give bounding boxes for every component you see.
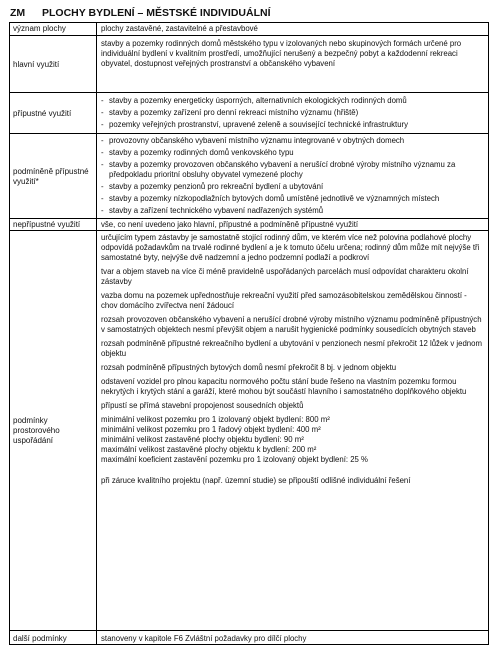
list-item: - stavby a pozemky provozoven občanského vybavení a nerušící drobné výroby místního významu za předpokladu prioritní obsluhy obyvatel vymezené plochy (101, 160, 484, 180)
row-label-dalsi: další podmínky (13, 633, 67, 643)
paragraph: určujícím typem zástavby je samostatně stojící rodinný dům, ve kterém více než polovina podlahové plochy odpovídá požadavkům na trvalé rodinné bydlení a je k tomuto účelu určena; rodinný dům může mít nejvýše tři samostatné byty, nejvýše dvě nadzemní a jedno podzemní podlaží a podkroví (101, 233, 480, 262)
paragraph: rozsah podmíněně přípustných bytových domů nesmí překročit 8 bj. v jednom objektu (101, 363, 397, 372)
list-item: - stavby a pozemky energeticky úsporných, alternativních ekologických rodinných domů (101, 96, 484, 106)
list-item: - pozemky veřejných prostranství, upravené zeleně a související technické infrastruktury (101, 120, 484, 130)
row-text-dalsi: stanoveny v kapitole F6 Zvláštní požadavky pro dílčí plochy (101, 634, 307, 643)
list-item: - stavby a pozemky zařízení pro denní rekreaci místního významu (hřiště) (101, 108, 484, 118)
row-label-pripustne: přípustné využití (13, 108, 72, 118)
zone-code: ZM (10, 7, 26, 19)
list-item: - provozovny občanského vybavení místního významu integrované v obytných domech (101, 136, 484, 146)
list-item: - stavby a zařízení technického vybavení nadřazených systémů (101, 206, 484, 216)
row-list-pripustne (101, 96, 484, 130)
paragraph: rozsah provozoven občanského vybavení a nerušící drobné výroby místního významu podmíněně přípustných v samostatných objektech nesmí převýšit objem a narušit hygienické podmínky sousedících obytných staveb (101, 315, 482, 334)
page-title (10, 7, 490, 19)
table-row-podminky (10, 230, 488, 631)
table-row-header (10, 23, 488, 35)
paragraph: odstavení vozidel pro plnou kapacitu normového počtu stání bude řešeno na vlastním pozemku formou nekrytých i krytých stání a garáží, které mohou být součástí hlavního i samostatného doplňkového objektu (101, 377, 467, 396)
table-row-hlavni (10, 35, 488, 93)
table-row-dalsi (10, 630, 488, 646)
limit-line: minimální velikost zastavěné plochy objektu bydlení: 90 m² (101, 435, 304, 444)
row-list-podminene (101, 136, 484, 216)
paragraph: rozsah podmíněně přípustné rekreačního bydlení a ubytování v penzionech nesmí překročit 12 lůžek v jednom objektu (101, 339, 482, 358)
row-label-vyznam: význam plochy (13, 24, 66, 33)
zone-title: PLOCHY BYDLENÍ – MĚSTSKÉ INDIVIDUÁLNÍ (42, 7, 271, 19)
paragraph: přípustí se přímá stavební propojenost sousedních objektů (101, 401, 304, 410)
paragraph: vazba domu na pozemek upřednostňuje rekreační využití před samozásobitelskou zemědělskou činností - chov domácího zvířectva není žádoucí (101, 291, 467, 310)
paragraph: tvar a objem staveb na více či méně pravidelně uspořádaných parcelách musí odpovídat charakteru okolní zástavby (101, 267, 469, 286)
limit-line: maximální koeficient zastavění pozemku pro 1 izolovaný objekt bydlení: 25 % (101, 455, 368, 464)
list-item: - stavby a pozemky rodinných domů venkovského typu (101, 148, 484, 158)
row-label-podminene: podmíněně přípustné využití* (13, 166, 89, 186)
row-text-hlavni: stavby a pozemky rodinných domů městského typu v izolovaných nebo skupinových formách určené pro individuální bydlení v kvalitním prostředí, umožňující nerušený a bezpečný pobyt a každodenní rekreaci obyvatel, dostupnost veřejných prostranství a občanského vybavení (101, 39, 462, 68)
row-label-hlavni: hlavní využití (13, 59, 60, 69)
row-label-podminky: podmínky prostorového uspořádání (13, 416, 60, 445)
row-text-vyznam: plochy zastavěné, zastavitelné a přestavbové (101, 24, 258, 33)
row-text-nepripustne: vše, co není uvedeno jako hlavní, přípustné a podmíněně přípustné využití (101, 220, 359, 229)
table-row-podminene (10, 133, 488, 219)
paragraph: při záruce kvalitního projektu (např. územní studie) se připouští odlišné individuální řešení (101, 476, 411, 485)
limit-line: minimální velikost pozemku pro 1 řadový objekt bydlení: 400 m² (101, 425, 321, 434)
table-row-pripustne (10, 92, 488, 134)
row-label-nepripustne: nepřípustné využití (13, 220, 81, 229)
limit-line: maximální velikost zastavěné plochy objektu k bydlení: 200 m² (101, 445, 317, 454)
list-item: - stavby a pozemky nízkopodlažních bytových domů umístěné jednotlivě ve významných místech (101, 194, 484, 204)
row-text-podminky (101, 233, 484, 486)
limit-line: minimální velikost pozemku pro 1 izolovaný objekt bydlení: 800 m² (101, 415, 330, 424)
regulation-table (9, 22, 489, 645)
list-item: - stavby a pozemky penzionů pro rekreační bydlení a ubytování (101, 182, 484, 192)
